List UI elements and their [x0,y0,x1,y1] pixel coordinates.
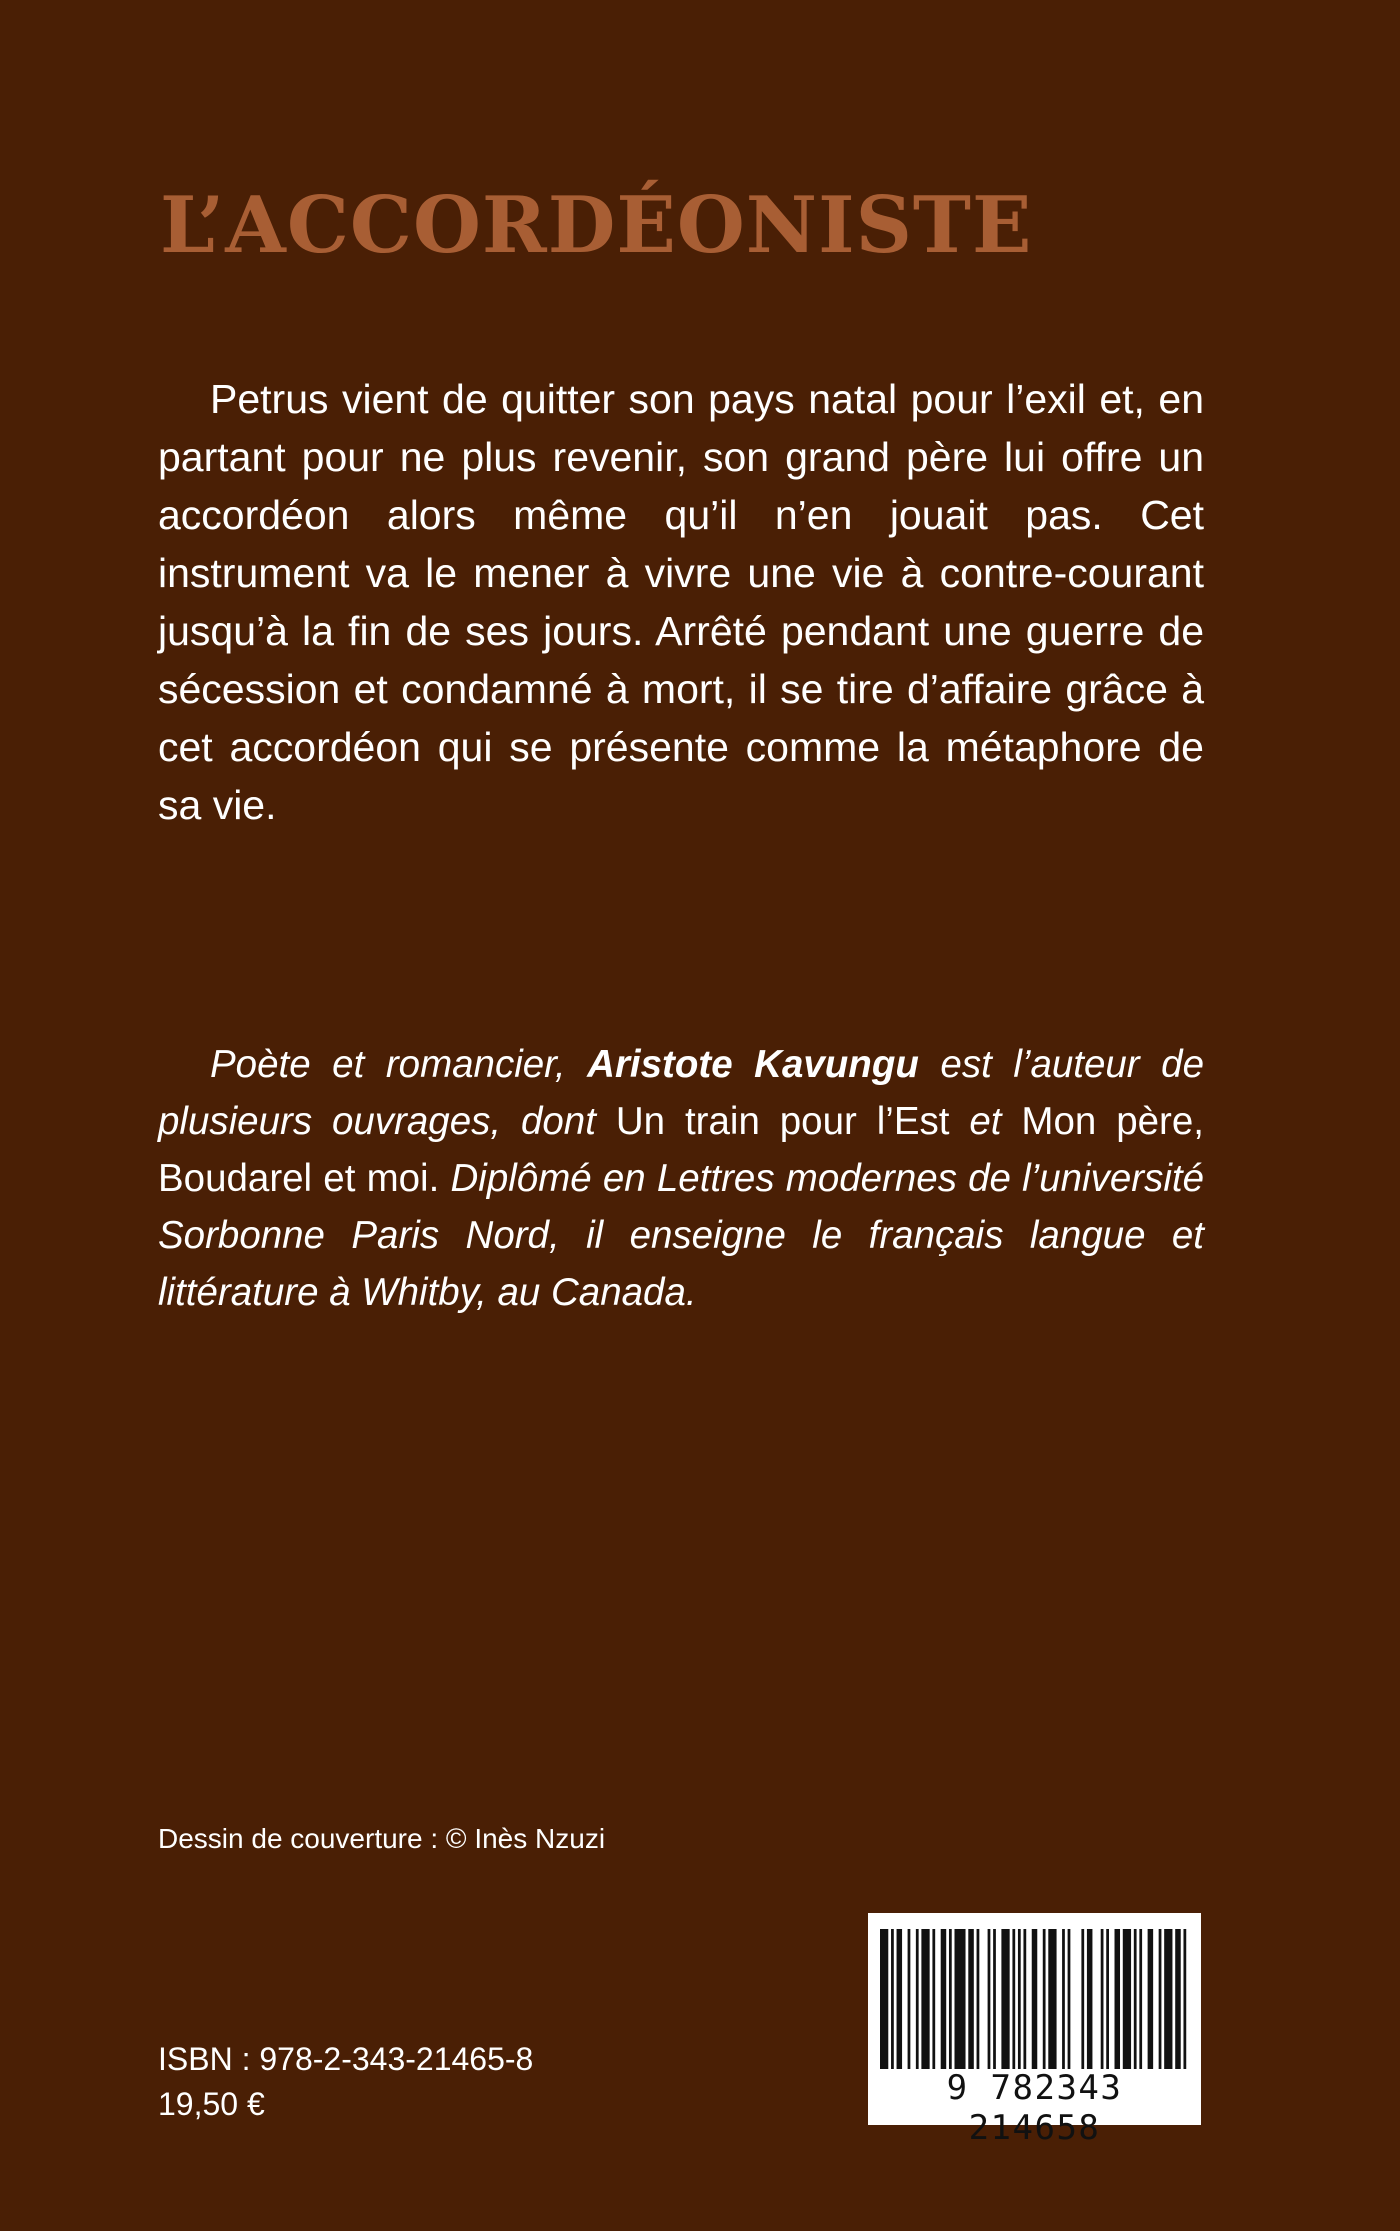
book-summary: Petrus vient de quitter son pays natal pour l’exil et, en partant pour ne plus revenir, son grand père lui offre un accordéon alors même qu’il n’en jouait pas. Cet instrument va le mener à vivre une vie à contre-courant jusqu’à la fin de ses jours. Arrêté pendant une guerre de sécession et condamné à mort, il se tire d’affaire grâce à cet accordéon qui se présente comme la métaphore de sa vie. [158,376,1204,828]
barcode-bar [1023,1929,1026,2069]
book-title-one: Un train pour l’Est [615,1100,950,1143]
barcode-bar [1012,1929,1015,2069]
barcode-bar [1115,1929,1121,2069]
barcode-bar [1175,1929,1181,2069]
barcode-bar [949,1929,952,2069]
barcode-bar [908,1929,911,2069]
barcode-bar [1001,1929,1009,2069]
barcode-bar [1164,1929,1172,2069]
barcode-bar [1139,1929,1142,2069]
barcode-bar [988,1929,991,2069]
barcode-bar [1148,1929,1154,2069]
barcode-bar [1048,1929,1056,2069]
barcode-bars [880,1929,1189,2069]
bio-conjunction: et [949,1100,1022,1143]
barcode-bar [932,1929,935,2069]
barcode-bar [1123,1929,1131,2069]
barcode-bar [968,1929,974,2069]
barcode-bar [1106,1929,1109,2069]
barcode-bar [1068,1929,1071,2069]
barcode-bar [1018,1929,1021,2069]
bio-intro: Poète et romancier, [210,1043,588,1086]
barcode-bar [977,1929,980,2069]
barcode-bar [921,1929,929,2069]
barcode-bar [916,1929,919,2069]
book-title-two: Mon père, Boudarel et moi. [158,1100,1204,1200]
barcode-bar [1183,1929,1186,2069]
barcode-bar [880,1929,888,2069]
price: 19,50 € [158,2086,265,2122]
barcode-bar [1032,1929,1038,2069]
barcode-digits: 9 782343 214658 [946,2068,1123,2148]
barcode-bar [941,1929,947,2069]
barcode-bar [1087,1929,1093,2069]
cover-credit: Dessin de couverture : © Inès Nzuzi [158,1823,606,1854]
barcode-bar [1134,1929,1137,2069]
barcode-bar [954,1929,965,2069]
barcode-bar [1062,1929,1065,2069]
barcode-bar [891,1929,894,2069]
barcode-bar [1043,1929,1046,2069]
barcode-bar [1159,1929,1162,2069]
barcode [868,1913,1201,2148]
isbn: ISBN : 978-2-343-21465-8 [158,2041,534,2077]
author-name: Aristote Kavungu [587,1043,919,1086]
barcode-bar [1101,1929,1104,2069]
barcode-bar [897,1929,903,2069]
book-title: L’ACCORDÉONISTE [160,180,1033,271]
author-bio [158,1036,1204,1321]
bio-education: Diplômé en Lettres modernes de l’université Sorbonne Paris Nord, il enseigne le français langue et littérature à Whitby, au Canada. [158,1157,1204,1314]
barcode-bar [993,1929,996,2069]
bio-works-intro: est l’auteur de plusieurs ouvrages, dont [158,1043,1205,1143]
barcode-bar [1081,1929,1084,2069]
